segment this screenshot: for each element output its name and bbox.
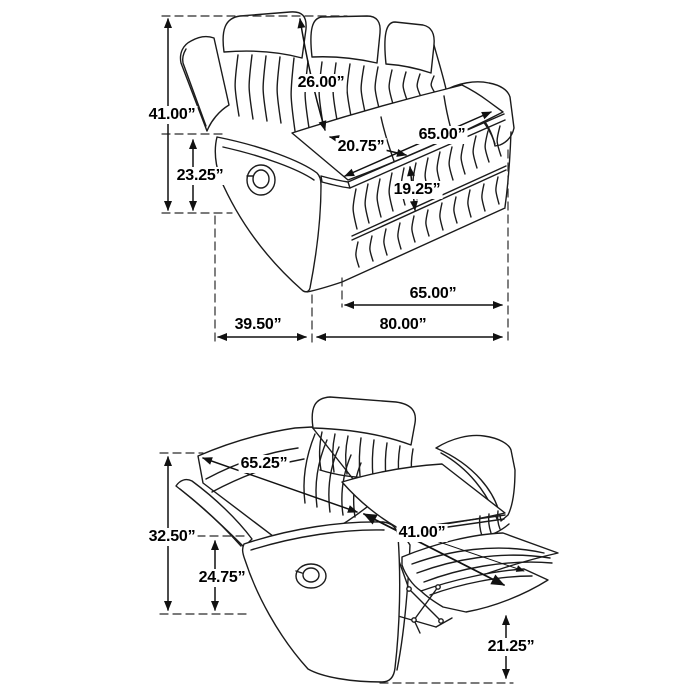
dim-label-back-cushion-height: 26.00” [297, 74, 345, 91]
dim-label-inner-width-top: 65.00” [418, 126, 466, 143]
dim-label-seat-depth: 20.75” [337, 138, 385, 155]
dim-label-reclined-seat-length: 41.00” [398, 524, 446, 541]
dim-label-overall-height: 41.00” [148, 106, 196, 123]
dim-label-inner-width-bottom: 65.00” [409, 285, 457, 302]
dim-label-reclined-back-height: 32.50” [148, 528, 196, 545]
seat-cushions [292, 85, 503, 180]
dim-label-overall-depth: 39.50” [234, 316, 282, 333]
left-armrest-front [243, 522, 400, 682]
dim-label-overall-width: 80.00” [379, 316, 427, 333]
dim-label-seat-front-height: 19.25” [393, 181, 441, 198]
dim-label-reclined-back-length: 65.25” [240, 455, 288, 472]
dim-label-footrest-floor-height: 21.25” [487, 638, 535, 655]
dim-label-seat-height: 23.25” [176, 167, 224, 184]
dim-label-arm-height: 24.75” [198, 569, 246, 586]
